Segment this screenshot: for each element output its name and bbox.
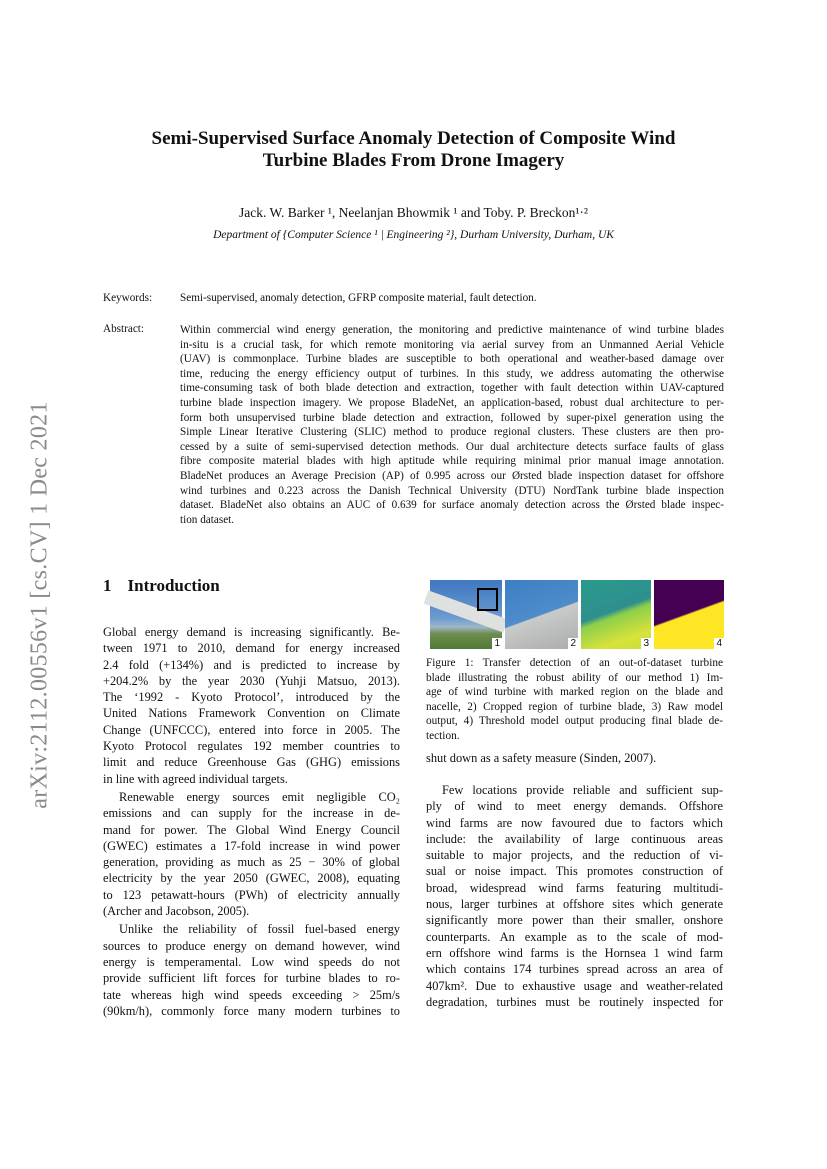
text-line: ply of wind to meet energy demands. Offshore (426, 799, 723, 814)
text-line: Unlike the reliability of fossil fuel-based energy (119, 922, 400, 937)
text-line: output, 4) Threshold model output producing final blade de- (426, 715, 723, 727)
paragraph (103, 789, 400, 919)
text-line: (Archer and Jacobson, 2005). (103, 904, 250, 919)
text-line: nous, larger turbines at offshore sites which generate (426, 897, 723, 912)
paper-title-line-2: Turbine Blades From Drone Imagery (262, 150, 565, 171)
text-line: limit and reduce Greenhouse Gas (GHG) emissions (103, 755, 400, 770)
text-line: Within commercial wind energy generation, the monitoring and predictive maintenance of wind turbine blades (180, 324, 724, 336)
text-line: BladeNet produces an Average Precision (AP) of 0.995 across our Ørsted blade inspection dataset for offshore (180, 469, 724, 482)
text-line: time, reducing the energy efficiency output of turbines. In this study, we address automating the otherwise (180, 367, 724, 380)
text-line: Renewable energy sources emit negligible CO₂ (119, 789, 400, 804)
paragraph (426, 782, 723, 1010)
text-line: wind turbines and 0.223 across the Danish Technical University (DTU) NordTank turbine blade inspection (180, 484, 724, 497)
paragraph (180, 323, 724, 527)
text-line: in-situ is a crucial task, for which remote monitoring via aerial survey from an Unmanned Aerial Vehicle (180, 338, 724, 351)
text-line: significantly more power than their smaller, onshore (426, 913, 723, 928)
text-line: Figure 1: Transfer detection of an out-of-dataset turbine (426, 657, 723, 669)
right-column-continuation: shut down as a safety measure (Sinden, 2007). (426, 751, 657, 765)
text-line: blade illustrating the robust ability of our method 1) Im- (426, 671, 723, 684)
text-line: Global energy demand is increasing significantly. Be- (103, 625, 400, 639)
text-line: tween 1971 to 2010, demand for energy increased (103, 641, 400, 656)
text-line: Simple Linear Iterative Clustering (SLIC) method to produce regional clusters. These clusters are then pro- (180, 426, 724, 439)
text-line: dataset. BladeNet also obtains an AUC of 0.639 for surface anomaly detection across the Ørsted blade inspec- (180, 499, 724, 512)
text-line: energy is temperamental. Low wind speeds do not (103, 954, 400, 969)
text-line: age of wind turbine with marked region on the blade and (426, 686, 723, 698)
text-line: 2.4 fold (+134%) and is predicted to increase by (103, 657, 400, 672)
text-line: form both unsupervised turbine blade detection and extraction, followed by super-pixel generation using the (180, 411, 724, 424)
section-number: 1 (103, 576, 112, 595)
text-line: in line with agreed individual targets. (103, 771, 288, 786)
text-line: counterparts. An example as to the scale of mod- (426, 929, 723, 944)
figure-panel-wind-turbine (430, 580, 502, 649)
text-line: sources to produce energy on demand however, wind (103, 938, 400, 953)
paragraph (426, 656, 723, 743)
text-line: nacelle, 2) Cropped region of turbine blade, 3) Raw model (426, 700, 723, 713)
panel-label: 4 (716, 638, 722, 649)
text-line: degradation, turbines must be routinely inspected for (426, 994, 723, 1009)
figure-panel-raw-output (581, 580, 651, 649)
text-line: broad, widespread wind farms featuring multitudi- (426, 880, 723, 895)
text-line: tate whereas high wind speeds exceeding > 25m/s (103, 987, 400, 1002)
figure-caption (426, 656, 723, 743)
right-column (426, 782, 723, 1010)
abstract-label: Abstract: (103, 323, 145, 335)
panel-label: 2 (570, 638, 576, 649)
text-line: include: the availability of large continuous areas (426, 831, 723, 846)
arxiv-identifier[interactable]: arXiv:2112.00556v1 [cs.CV] 1 Dec 2021 (26, 401, 53, 809)
text-line: mand for power. The Global Wind Energy Council (103, 822, 400, 837)
text-line: wind farms are now favoured due to factors which (426, 815, 723, 830)
text-line: tection. (426, 729, 460, 742)
section-title: Introduction (127, 576, 220, 595)
text-line: to 123 petawatt-hours (PWh) of electricity annually (103, 887, 400, 902)
paragraph (103, 921, 400, 1019)
text-line: cessed by a suite of semi-supervised detection methods. Our dual architecture detects surface faults of glass (180, 440, 724, 453)
abstract-text (180, 323, 724, 527)
text-line: Few locations provide reliable and sufficient sup- (442, 783, 723, 797)
text-line: (GWEC) estimates a 17-fold increase in wind power (103, 838, 400, 853)
text-line: Change (UNFCCC), entered into force in 2005. The (103, 722, 400, 737)
keywords-text: Semi-supervised, anomaly detection, GFRP composite material, fault detection. (180, 292, 537, 304)
text-line: which contains 174 turbines spread across an area of (426, 962, 723, 977)
left-column (103, 624, 400, 1019)
text-line: Kyoto Protocol regulates 192 member countries to (103, 739, 400, 754)
text-line: ern offshore wind farms is the Hornsea 1 wind farm (426, 945, 723, 960)
text-line: emissions and can supply for the increase in de- (103, 806, 400, 821)
keywords-label: Keywords: (103, 292, 153, 304)
text-line: United Nations Framework Convention on Climate (103, 706, 400, 721)
text-line: 407km². Due to exhaustive usage and weather-related (426, 978, 723, 993)
text-line: +204.2% by the year 2030 (Yuhji Matsuo, 2013). (103, 673, 400, 688)
text-line: (90km/h), commonly force many modern turbines to (103, 1003, 400, 1018)
text-line: provide sufficient lift forces for turbine blades to ro- (103, 971, 400, 986)
paragraph (103, 624, 400, 787)
text-line: tion dataset. (180, 513, 235, 526)
figure-panel-threshold-output (654, 580, 724, 649)
text-line: fibre composite material blades with high aptitude while requiring minimal prior manual image annotation. (180, 455, 724, 468)
text-line: turbine blade inspection imagery. We propose BladeNet, an application-based, robust dual architecture to per- (180, 396, 724, 409)
panel-label: 3 (643, 638, 649, 649)
text-line: sual or noise impact. This promotes construction of (426, 864, 723, 879)
text-line: electricity by the year 2050 (GWEC, 2008), equating (103, 871, 400, 886)
text-line: (UAV) is commonplace. Turbine blades are susceptible to both operational and weather-based damage over (180, 353, 724, 366)
paper-title-line-1: Semi-Supervised Surface Anomaly Detection of Composite Wind (151, 128, 676, 149)
text-line: suitable to major projects, and the reduction of vi- (426, 848, 723, 863)
section-heading (103, 576, 220, 596)
text-line: time-consuming task of both blade detection and extraction, together with fault detection within UAV-captured (180, 382, 724, 395)
panel-label: 1 (494, 638, 500, 649)
affiliation: Department of {Computer Science ¹ | Engineering ²}, Durham University, Durham, UK (213, 229, 614, 241)
text-line: generation, providing as much as 25 − 30% of global (103, 855, 400, 870)
authors: Jack. W. Barker ¹, Neelanjan Bhowmik ¹ and Toby. P. Breckon¹·² (239, 205, 588, 220)
figure-panel-cropped-blade (505, 580, 578, 649)
text-line: The ‘1992 - Kyoto Protocol’, introduced by the (103, 690, 400, 705)
